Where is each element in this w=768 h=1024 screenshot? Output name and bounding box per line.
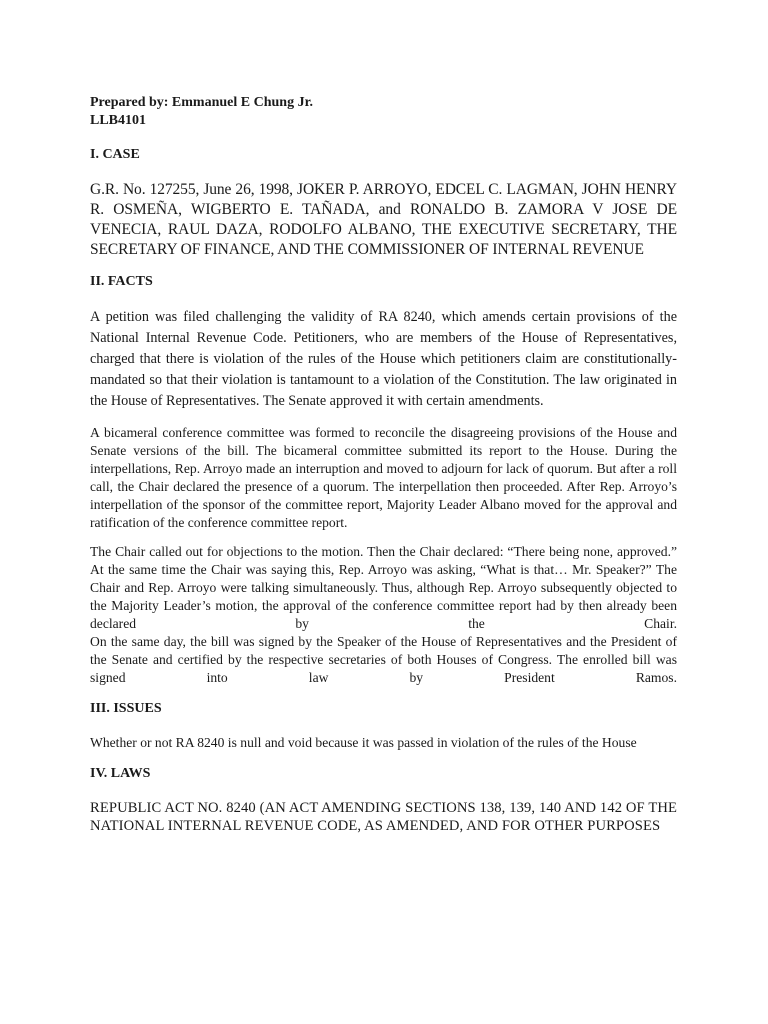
issue-statement: Whether or not RA 8240 is null and void because it was passed in violation of the rules of the House (90, 734, 637, 750)
document-body (90, 94, 677, 835)
facts-paragraph-1: A petition was filed challenging the validity of RA 8240, which amends certain provisions of the National Internal Revenue Code. Petitioners, who are members of the House of Representatives, charged that there is violation of the rules of the House which petitioners claim are constitutionally-mandated so that their violation is tantamount to a violation of the Constitution. The law originated in the House of Representatives. The Senate approved it with certain amendments. (90, 309, 677, 409)
section-heading-case: I. CASE (90, 147, 140, 162)
case-citation: G.R. No. 127255, June 26, 1998, JOKER P. ARROYO, EDCEL C. LAGMAN, JOHN HENRY R. OSMEÑA, WIGBERTO E. TAÑADA, and RONALDO B. ZAMORA V JOSE DE VENECIA, RAUL DAZA, RODOLFO ALBANO, THE EXECUTIVE SECRETARY, THE SECRETARY OF FINANCE, AND THE COMMISSIONER OF INTERNAL REVENUE (90, 181, 677, 258)
prepared-by: Prepared by: Emmanuel E Chung Jr. (90, 95, 313, 110)
facts-paragraph-3b: On the same day, the bill was signed by the Speaker of the House of Representatives and the President of the Senate and certified by the respective secretaries of both Houses of Congress. The enrolled bill was signed into law by President Ramos. (90, 633, 677, 685)
facts-paragraph-2: A bicameral conference committee was formed to reconcile the disagreeing provisions of the House and Senate versions of the bill. The bicameral committee submitted its report to the House. During the interpellations, Rep. Arroyo made an interruption and moved to adjourn for lack of quorum. But after a roll call, the Chair declared the presence of a quorum. The interpellation then proceeded. After Rep. Arroyo’s interpellation of the sponsor of the committee report, Majority Leader Albano moved for the approval and ratification of the conference committee report. (90, 425, 677, 530)
facts-paragraph-3a: The Chair called out for objections to the motion. Then the Chair declared: “There being none, approved.” At the same time the Chair was saying this, Rep. Arroyo was asking, “What is that… Mr. Speaker?” The Chair and Rep. Arroyo were talking simultaneously. Thus, although Rep. Arroyo subsequently objected to the Majority Leader’s motion, the approval of the conference committee report had by then already been declared by the Chair. (90, 544, 677, 632)
section-heading-facts: II. FACTS (90, 274, 153, 289)
section-heading-issues: III. ISSUES (90, 700, 162, 716)
law-citation: REPUBLIC ACT NO. 8240 (AN ACT AMENDING SECTIONS 138, 139, 140 AND 142 OF THE NATIONAL INTERNAL REVENUE CODE, AS AMENDED, AND FOR OTHER PURPOSES (90, 799, 677, 834)
section-heading-laws: IV. LAWS (90, 765, 151, 781)
course-code: LLB4101 (90, 113, 147, 128)
